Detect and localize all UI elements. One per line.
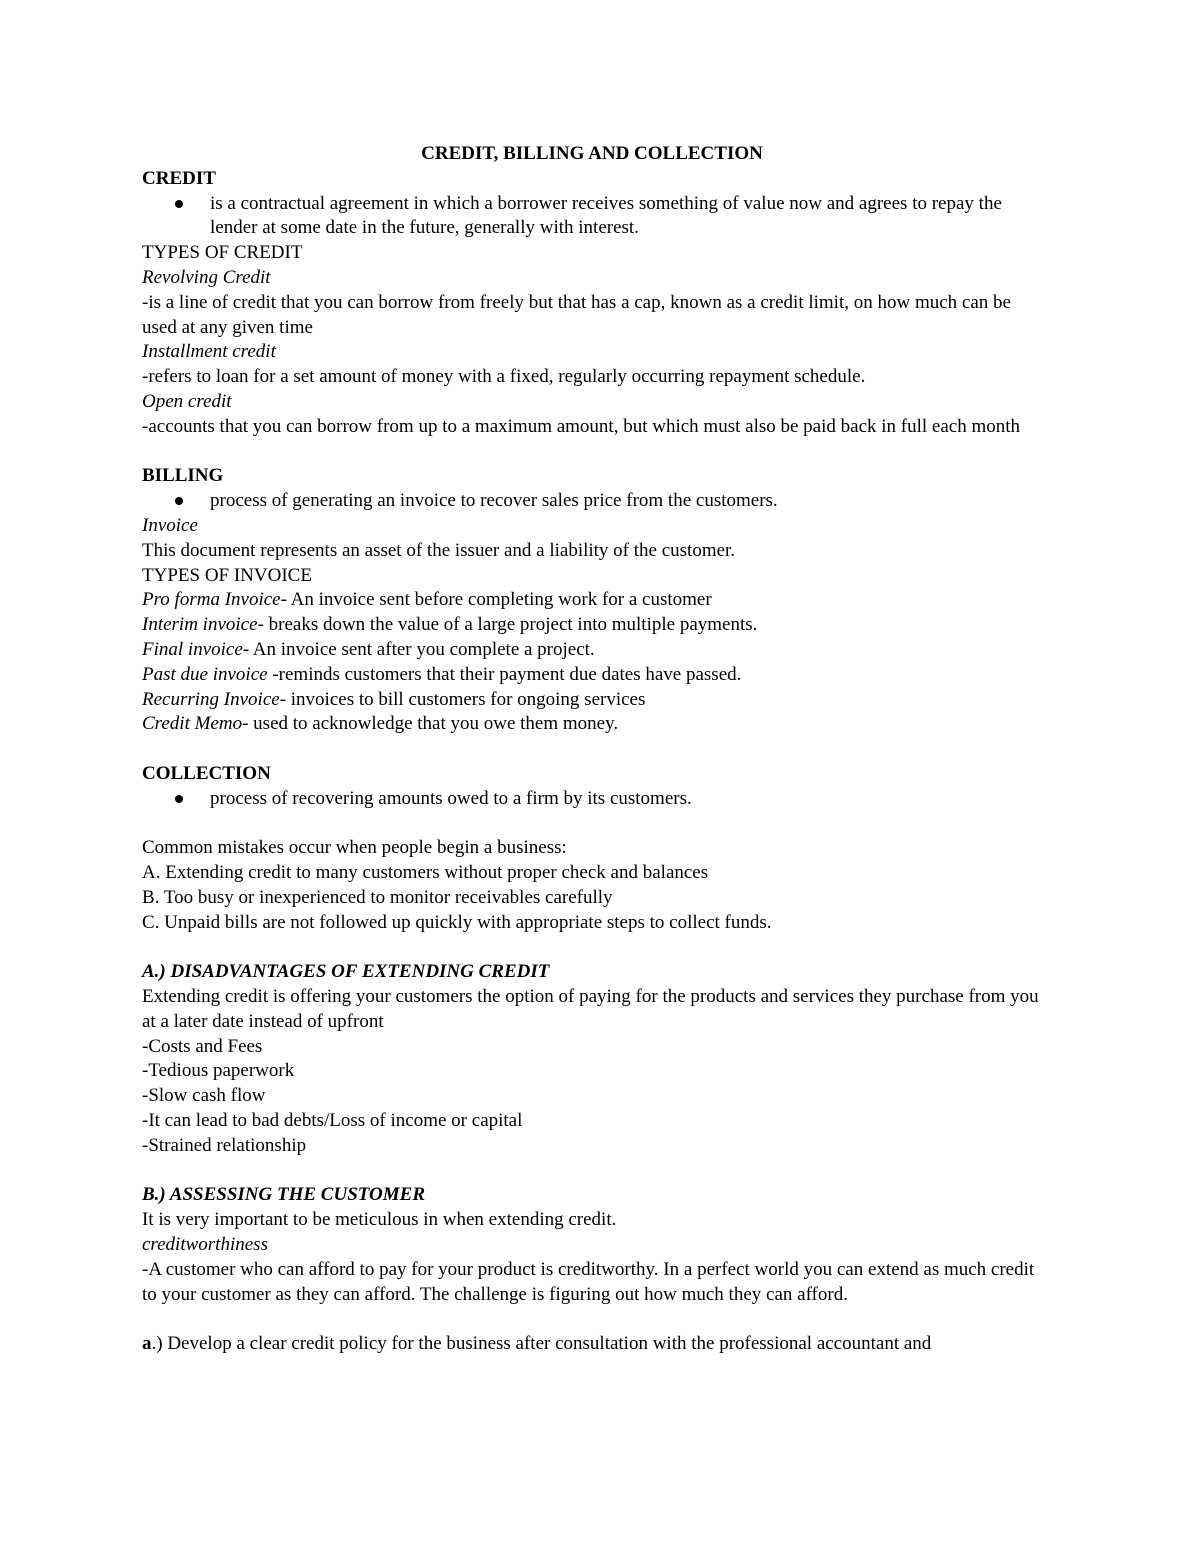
document-title: CREDIT, BILLING AND COLLECTION (421, 143, 763, 164)
invoice-type-item (142, 663, 1042, 688)
invoice-type-desc: -reminds customers that their payment due dates have passed. (267, 663, 742, 685)
spacer (142, 1159, 1042, 1184)
mistake-item: B. Too busy or inexperienced to monitor receivables carefully (142, 886, 613, 908)
credit-type-desc: -is a line of credit that you can borrow from freely but that has a cap, known as a credit limit, on how much can be used at any given time (142, 291, 1011, 338)
credit-type-name: Installment credit (142, 341, 276, 363)
invoice-type-item (142, 712, 1042, 737)
invoice-type-name: Past due invoice (142, 663, 268, 685)
invoice-type-name: Pro forma Invoice (142, 589, 281, 611)
spacer (142, 812, 1042, 837)
invoice-type-name: Recurring Invoice (142, 688, 280, 710)
credit-definition: is a contractual agreement in which a borrower receives something of value now and agrees to repay the lender at some date in the future, generally with interest. (210, 192, 1002, 239)
disadvantages-heading: A.) DISADVANTAGES OF EXTENDING CREDIT (142, 961, 550, 983)
mistake-item: C. Unpaid bills are not followed up quickly with appropriate steps to collect funds. (142, 911, 772, 933)
invoice-type-desc: - breaks down the value of a large project into multiple payments. (257, 614, 758, 636)
collection-definition: process of recovering amounts owed to a firm by its customers. (210, 787, 692, 809)
spacer (142, 936, 1042, 961)
invoice-label: Invoice (142, 514, 198, 536)
disadvantage-item: -Slow cash flow (142, 1085, 266, 1107)
creditworthiness-term: creditworthiness (142, 1234, 268, 1256)
step-text: .) Develop a clear credit policy for the business after consultation with the professional accountant and (151, 1333, 932, 1355)
disadvantage-item: -Costs and Fees (142, 1035, 263, 1057)
disadvantages-intro: Extending credit is offering your customers the option of paying for the products and services they purchase from you at a later date instead of upfront (142, 986, 1039, 1032)
mistake-item: A. Extending credit to many customers without proper check and balances (142, 862, 709, 884)
creditworthiness-description: -A customer who can afford to pay for your product is creditworthy. In a perfect world you can extend as much credit to your customer as they can afford. The challenge is figuring out how much they can afford. (142, 1258, 1035, 1305)
credit-bullet (142, 192, 1042, 242)
invoice-type-item (142, 688, 1042, 713)
invoice-type-item (142, 638, 1042, 663)
invoice-type-item (142, 588, 1042, 613)
credit-type-name: Revolving Credit (142, 266, 271, 288)
spacer (142, 737, 1042, 762)
policy-step (142, 1332, 1042, 1357)
invoice-type-desc: - invoices to bill customers for ongoing services (279, 688, 646, 710)
spacer (142, 1307, 1042, 1332)
disadvantage-item: -Strained relationship (142, 1134, 307, 1156)
assessing-heading: B.) ASSESSING THE CUSTOMER (142, 1184, 425, 1206)
invoice-types-heading: TYPES OF INVOICE (142, 564, 312, 586)
invoice-type-name: Final invoice (142, 638, 243, 660)
step-letter: a (142, 1333, 152, 1355)
invoice-type-desc: - An invoice sent before completing work for a customer (280, 589, 712, 611)
credit-type-desc: -refers to loan for a set amount of money with a fixed, regularly occurring repayment schedule. (142, 366, 866, 388)
document-content (142, 142, 1042, 1357)
bullet-icon (175, 497, 183, 505)
spacer (142, 440, 1042, 465)
billing-bullet (142, 489, 1042, 514)
invoice-description: This document represents an asset of the issuer and a liability of the customer. (142, 539, 736, 561)
invoice-type-name: Credit Memo (142, 713, 243, 735)
bullet-icon (175, 795, 183, 803)
bullet-icon (175, 200, 183, 208)
disadvantage-item: -It can lead to bad debts/Loss of income or capital (142, 1110, 523, 1132)
billing-heading: BILLING (142, 465, 224, 487)
disadvantage-item: -Tedious paperwork (142, 1060, 295, 1082)
collection-bullet (142, 787, 1042, 812)
invoice-type-desc: - An invoice sent after you complete a project. (242, 638, 595, 660)
billing-definition: process of generating an invoice to recover sales price from the customers. (210, 490, 778, 512)
invoice-type-name: Interim invoice (142, 614, 258, 636)
credit-type-name: Open credit (142, 390, 232, 412)
collection-heading: COLLECTION (142, 762, 271, 784)
credit-heading: CREDIT (142, 167, 216, 189)
assessing-intro: It is very important to be meticulous in when extending credit. (142, 1209, 617, 1231)
invoice-type-item (142, 613, 1042, 638)
credit-type-desc: -accounts that you can borrow from up to a maximum amount, but which must also be paid back in full each month (142, 415, 1021, 437)
credit-types-heading: TYPES OF CREDIT (142, 242, 303, 264)
mistakes-intro: Common mistakes occur when people begin a business: (142, 837, 567, 859)
invoice-type-desc: - used to acknowledge that you owe them money. (242, 713, 619, 735)
